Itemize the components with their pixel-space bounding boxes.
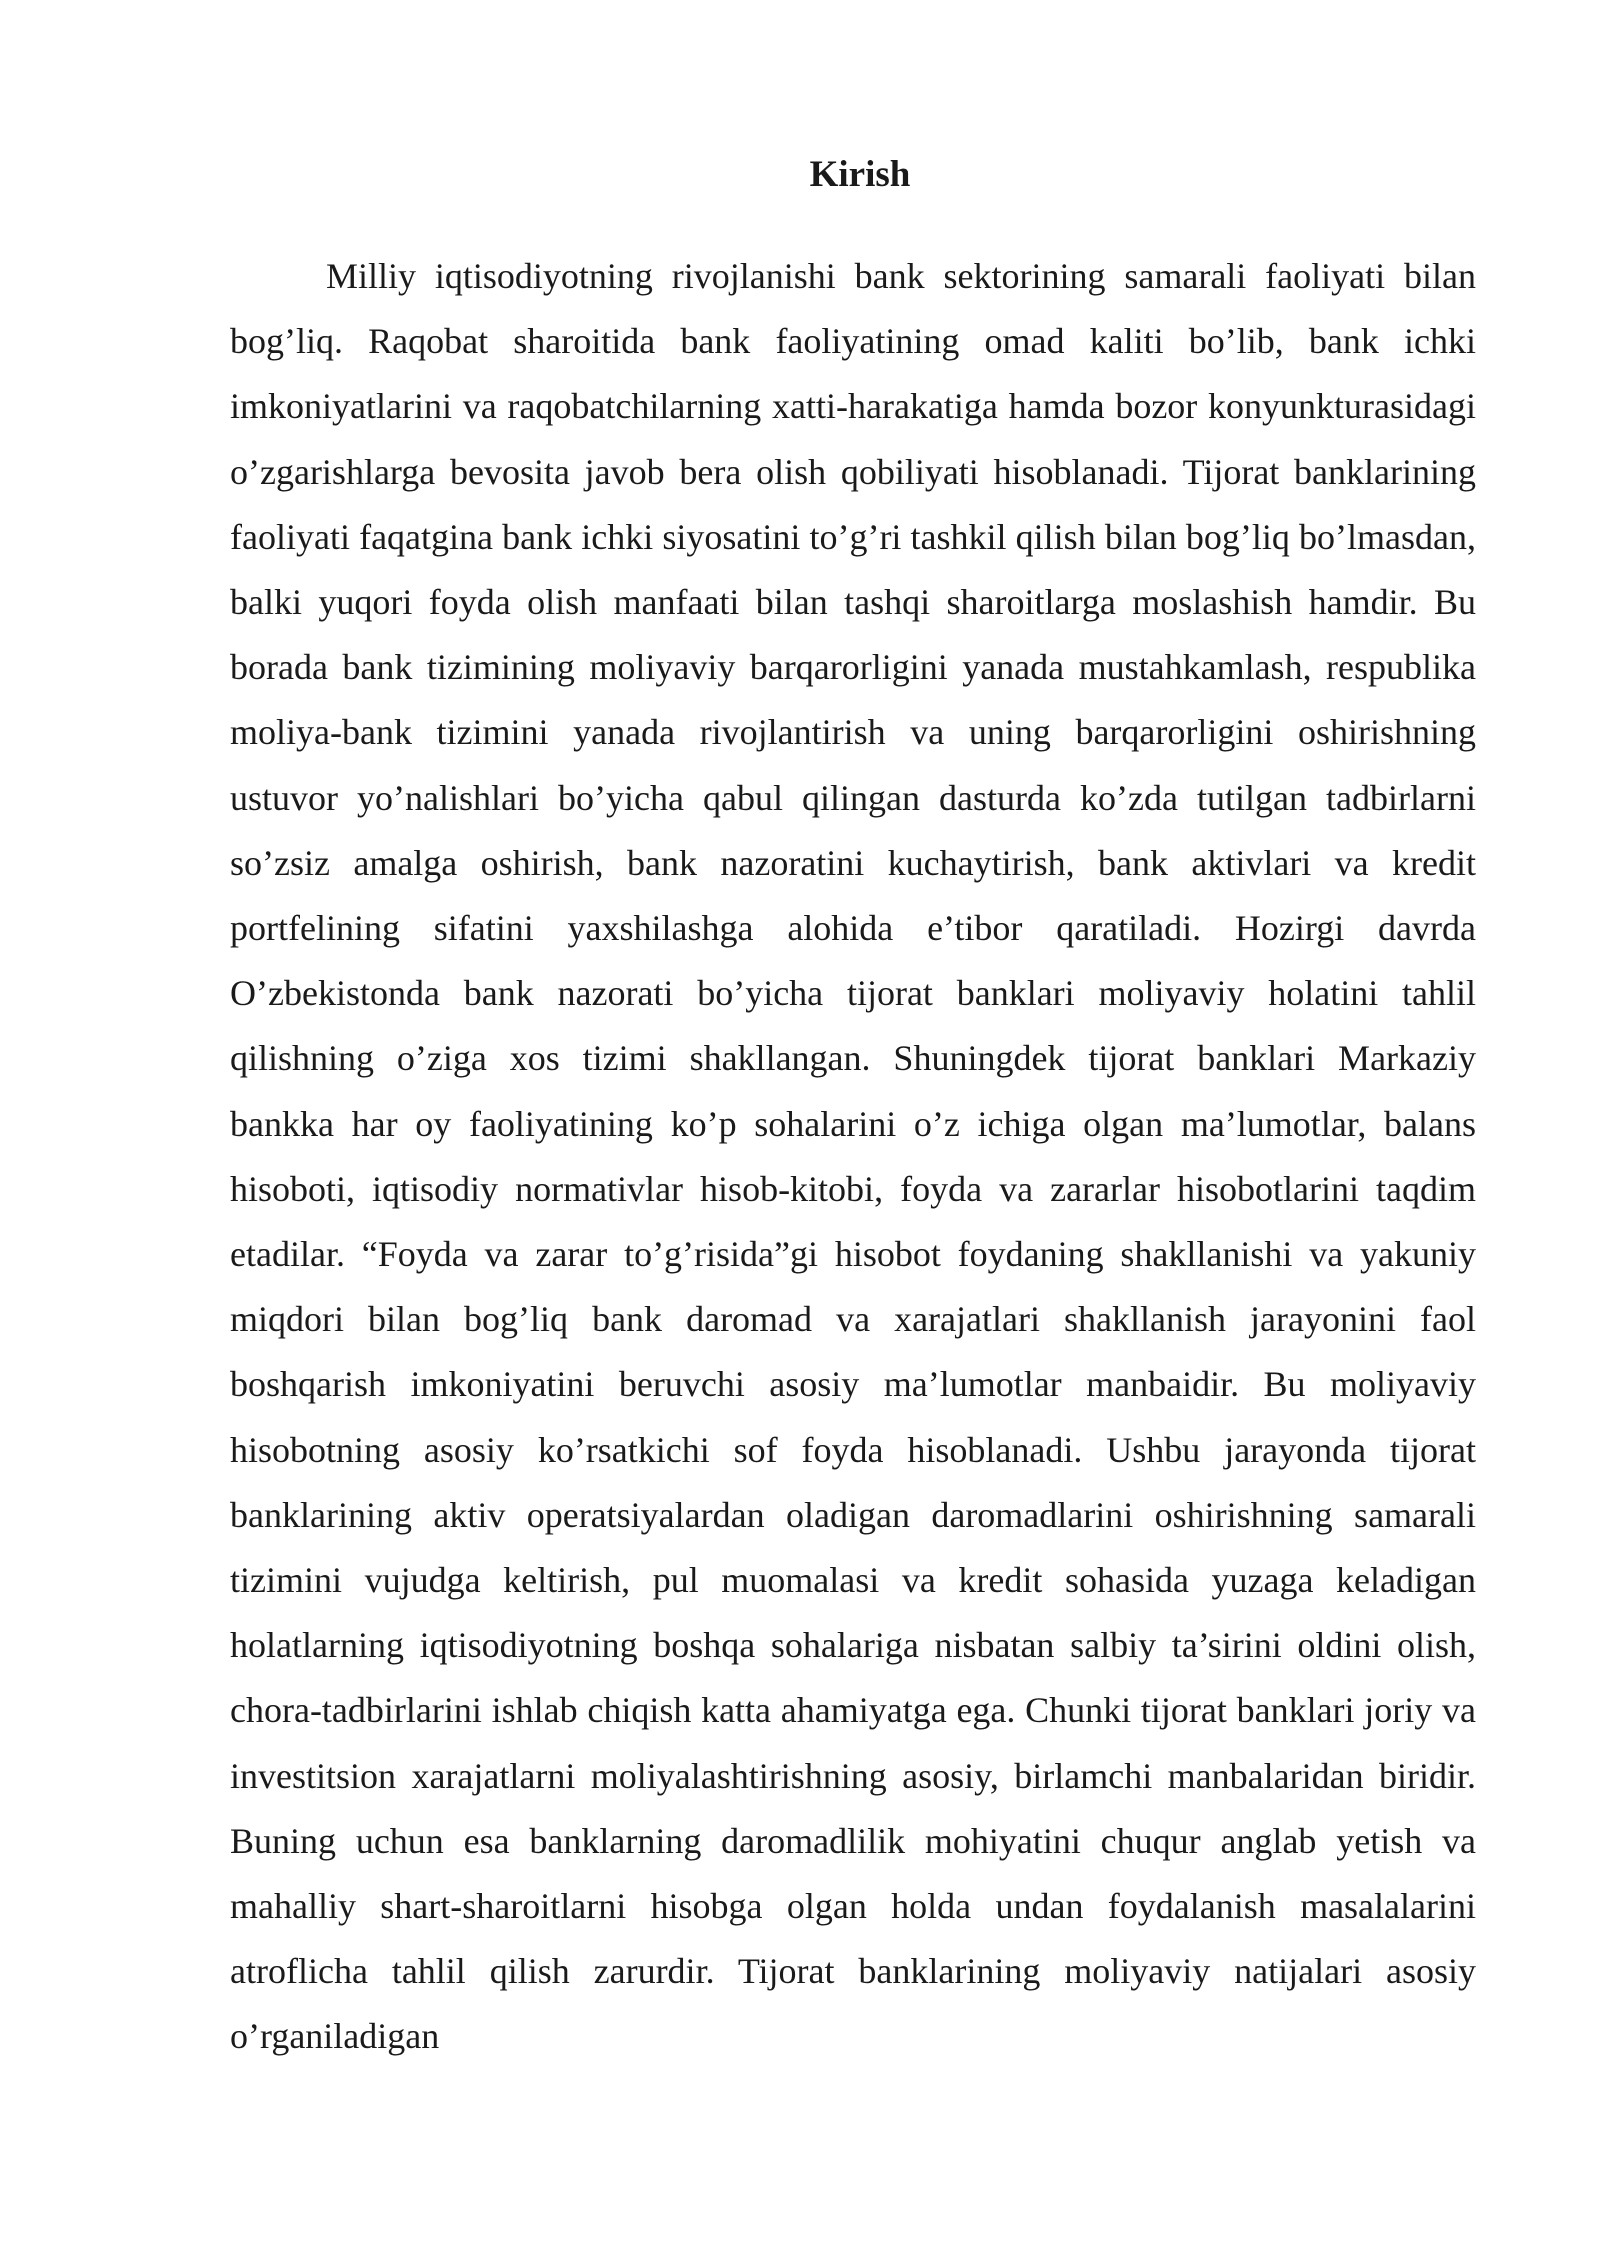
body-paragraph: Milliy iqtisodiyotning rivojlanishi bank sektorining samarali faoliyati bilan bog’liq. Raqobat sharoitida bank faoliyatining omad kaliti bo’lib, bank ichki imkoniyatlarini va raqobatchilarning xatti-harakatiga hamda bozor konyunkturasidagi o’zgarishlarga bevosita javob bera olish qobiliyati hisoblanadi. Tijorat banklarining faoliyati faqatgina bank ichki siyosatini to’g’ri tashkil qilish bilan bog’liq bo’lmasdan, balki yuqori foyda olish manfaati bilan tashqi sharoitlarga moslashish hamdir. Bu borada bank tizimining moliyaviy barqarorligini yanada mustahkamlash, respublika moliya-bank tizimini yanada rivojlantirish va uning barqarorligini oshirishning ustuvor yo’nalishlari bo’yicha qabul qilingan dasturda ko’zda tutilgan tadbirlarni so’zsiz amalga oshirish, bank nazoratini kuchaytirish, bank aktivlari va kredit portfelining sifatini yaxshilashga alohida e’tibor qaratiladi. Hozirgi davrda O’zbekistonda bank nazorati bo’yicha tijorat banklari moliyaviy holatini tahlil qilishning o’ziga xos tizimi shakllangan. Shuningdek tijorat banklari Markaziy bankka har oy faoliyatining ko’p sohalarini o’z ichiga olgan ma’lumotlar, balans hisoboti, iqtisodiy normativlar hisob-kitobi, foyda va zararlar hisobotlarini taqdim etadilar. “Foyda va zarar to’g’risida”gi hisobot foydaning shakllanishi va yakuniy miqdori bilan bog’liq bank daromad va xarajatlari shakllanish jarayonini faol boshqarish imkoniyatini beruvchi asosiy ma’lumotlar manbaidir. Bu moliyaviy hisobotning asosiy ko’rsatkichi sof foyda hisoblanadi. Ushbu jarayonda tijorat banklarining aktiv operatsiyalardan oladigan daromadlarini oshirishning samarali tizimini vujudga keltirish, pul muomalasi va kredit sohasida yuzaga keladigan holatlarning iqtisodiyotning boshqa sohalariga nisbatan salbiy ta’sirini oldini olish, chora-tadbirlarini ishlab chiqish katta ahamiyatga ega. Chunki tijorat banklari joriy va investitsion xarajatlarni moliyalashtirishning asosiy, birlamchi manbalaridan biridir. Buning uchun esa banklarning daromadlilik mohiyatini chuqur anglab yetish va mahalliy shart-sharoitlarni hisobga olgan holda undan foydalanish masalalarini atroflicha tahlil qilish zarurdir. Tijorat banklarining moliyaviy natijalari asosiy o’rganiladigan bbox=[230, 256, 1476, 2057]
page-title: Kirish bbox=[809, 154, 911, 195]
